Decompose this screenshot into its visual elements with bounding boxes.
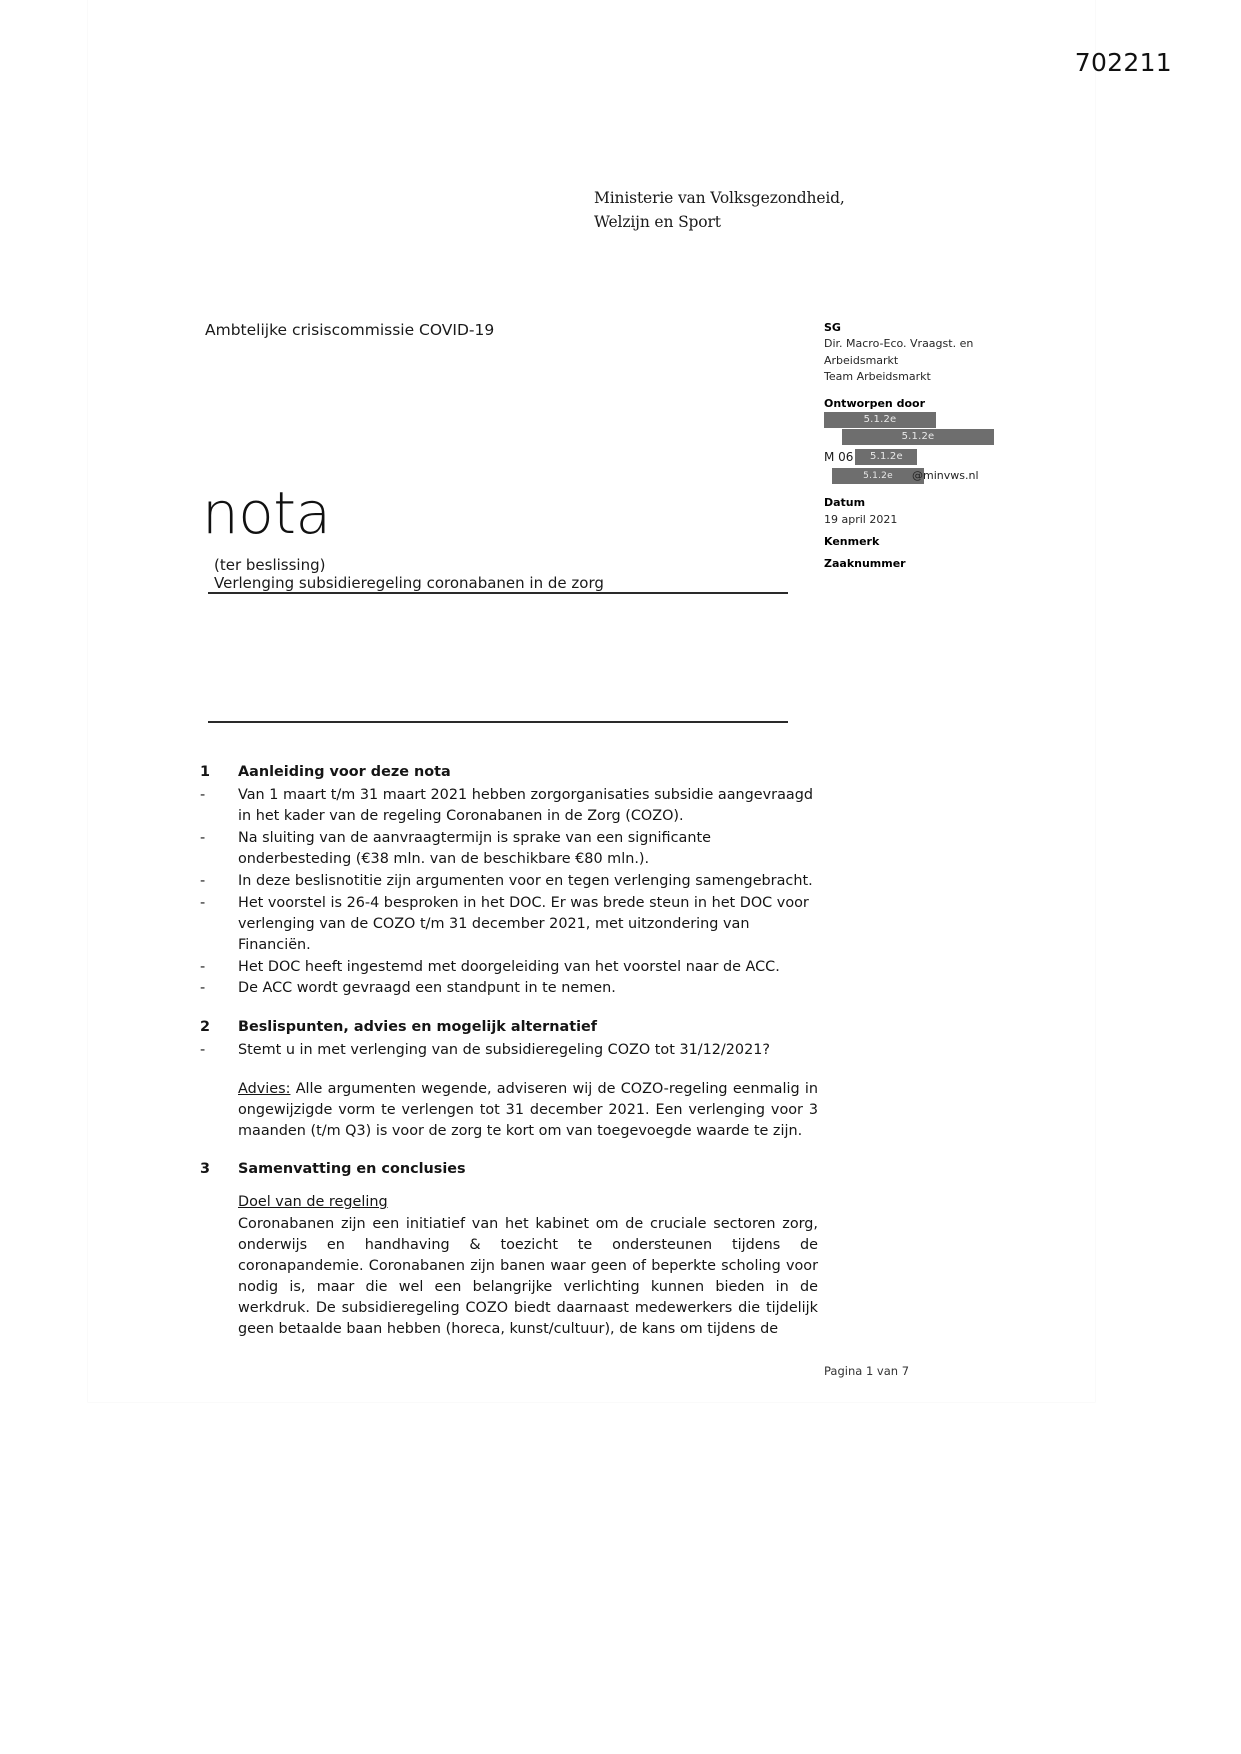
section-number: 2 [200,1018,211,1035]
spacer [200,1000,818,1017]
dash-icon: - [200,1042,206,1059]
list-item [200,871,818,892]
ministry-logo-block [594,186,845,234]
section-3-subheading: Doel van de regeling [238,1194,388,1211]
meta-org-line-3: Team Arbeidsmarkt [824,369,931,383]
section-title: Aanleiding voor deze nota [238,764,451,780]
dash-icon: - [200,830,206,847]
section-number: 3 [200,1161,211,1178]
spacer [200,1142,818,1159]
subtitle-row [214,556,794,592]
page-title: nota [202,479,331,547]
section-heading-1 [200,762,818,783]
redaction-bar: 5.1.2e [842,429,994,445]
list-item [200,1040,818,1061]
spacer [200,1062,818,1079]
section-number: 1 [200,764,211,780]
list-item [200,978,818,999]
email-row [824,468,1014,484]
advice-text: Alle argumenten wegende, adviseren wij de COZO-regeling eenmalig in ongewijzigde vorm te verlengen tot 31 december 2021. Een verlenging voor 3 maanden (t/m Q3) is voor de zorg te kort om van toegevoegde waarde te zijn. [238,1080,818,1140]
list-item [200,785,818,827]
divider-top [208,592,788,594]
meta-author-label: Ontworpen door [824,397,925,411]
list-item-text: De ACC wordt gevraagd een standpunt in te nemen. [238,980,616,997]
redaction-bar: 5.1.2e [824,412,936,428]
list-item-text: Het voorstel is 26-4 besproken in het DOC. Er was brede steun in het DOC voor verlenging van de COZO t/m 31 december 2021, met uitzondering van Financiën. [238,894,809,953]
meta-date-value: 19 april 2021 [824,512,898,526]
subtitle-subject: Verlenging subsidieregeling coronabanen in de zorg [214,574,604,592]
phone-row [824,448,1014,467]
spacer [824,385,1014,396]
document-number: 702211 [1074,48,1172,77]
advice-label: Advies: [238,1080,291,1097]
divider-bottom [208,721,788,723]
ministry-line-2: Welzijn en Sport [594,213,721,232]
redaction-bar-email: 5.1.2e [832,468,924,484]
dash-icon: - [200,958,206,975]
section-3-paragraph: Coronabanen zijn een initiatief van het kabinet om de cruciale sectoren zorg, onderwijs en handhaving & toezicht te ondersteunen tijdens de coronapandemie. Coronabanen zijn banen waar geen of beperkte scholing voor nodig is, maar die wel een belangrijke verlichting kunnen bieden in de werkdruk. De subsidieregeling COZO biedt daarnaast medewerkers die tijdelijk geen betaalde baan hebben (horeca, kunst/cultuur), de kans om tijdens de [238,1215,818,1338]
page-footer: Pagina 1 van 7 [824,1364,910,1378]
spacer [824,484,1014,495]
redaction-row-2 [824,429,1014,445]
addressee: Ambtelijke crisiscommissie COVID-19 [205,321,495,339]
dash-icon: - [200,787,206,804]
list-item [200,893,818,957]
dash-icon: - [200,872,206,889]
section-title: Beslispunten, advies en mogelijk alternatief [238,1018,598,1035]
list-item-text: In deze beslisnotitie zijn argumenten voor en tegen verlenging samengebracht. [238,872,813,889]
phone-prefix: M 06 [824,450,854,465]
document-body [200,762,818,1341]
meta-zaaknummer-label: Zaaknummer [824,557,906,571]
document-metadata-block [824,320,1014,572]
meta-org-label: SG [824,321,841,334]
dash-icon: - [200,980,206,997]
redaction-bar-phone: 5.1.2e [855,449,917,465]
section-heading-3 [200,1159,818,1180]
section-heading-2 [200,1017,818,1038]
ministry-line-1: Ministerie van Volksgezondheid, [594,189,845,207]
section-1-bullets [200,785,818,999]
section-title: Samenvatting en conclusies [238,1161,466,1178]
list-item [200,957,818,978]
meta-org-line-2: Arbeidsmarkt [824,353,899,367]
list-item [200,828,818,870]
list-item-text: Na sluiting van de aanvraagtermijn is sprake van een significante onderbesteding (€38 mln. van de beschikbare €80 mln.). [238,830,711,868]
list-item-text: Van 1 maart t/m 31 maart 2021 hebben zorgorganisaties subsidie aangevraagd in het kader van de regeling Coronabanen in de Zorg (COZO). [238,787,813,825]
meta-org-line-1: Dir. Macro-Eco. Vraagst. en [824,337,974,351]
meta-kenmerk-label: Kenmerk [824,534,880,548]
email-suffix: @minvws.nl [912,469,979,483]
advice-paragraph [238,1079,818,1143]
redaction-row-1 [824,412,1014,428]
spacer [200,1182,818,1192]
section-2-bullets [200,1040,818,1061]
list-item-text: Het DOC heeft ingestemd met doorgeleiding van het voorstel naar de ACC. [238,958,780,975]
meta-date-label: Datum [824,496,866,510]
dash-icon: - [200,894,206,911]
subtitle-decision-type: (ter beslissing) [214,556,326,574]
list-item-text: Stemt u in met verlenging van de subsidieregeling COZO tot 31/12/2021? [238,1042,771,1059]
